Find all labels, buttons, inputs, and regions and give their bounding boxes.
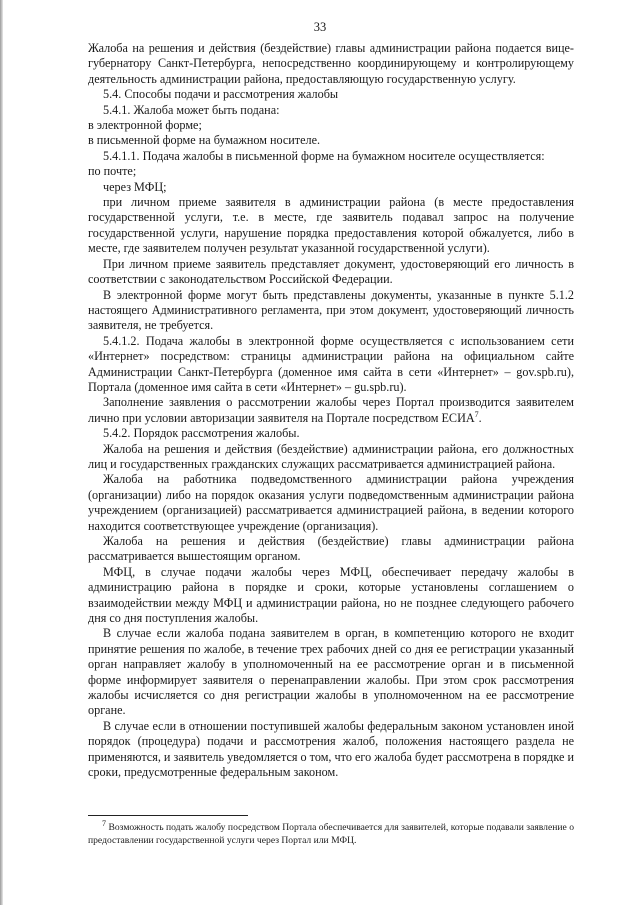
paragraph-subordinate: Жалоба на работника подведомственного администрации района учреждения (организации) либо на порядок оказания услуги подведомственным администрации района учреждением (организацией) рассматривается администрацией района, в ведении которого находится соответствующее учреждение (организация). bbox=[88, 472, 574, 533]
footnote-divider bbox=[88, 815, 248, 816]
list-item-post: по почте; bbox=[88, 164, 137, 179]
list-item-electronic: в электронной форме; bbox=[88, 118, 202, 133]
paragraph-complaint-head: Жалоба на решения и действия (бездействие) главы администрации района подается вице-губернатору Санкт-Петербурга, непосредственно координирующему и контролирующему деятельность администрации района, предоставляющую государственную услугу. bbox=[88, 41, 574, 86]
footnote-text: Возможность подать жалобу посредством Портала обеспечивается для заявителей, которые подавали заявление о предоставлении государственной услуги через Портал или МФЦ. bbox=[88, 822, 574, 846]
section-heading-5-4: 5.4. Способы подачи и рассмотрения жалобы bbox=[103, 87, 339, 102]
document-body bbox=[88, 41, 574, 781]
paragraph-portal-text: Заполнение заявления о рассмотрении жалобы через Портал производится заявителем лично при условии авторизации заявителя на Портале посредством ЕСИА bbox=[88, 395, 574, 425]
paragraph-electronic-docs: В электронной форме могут быть представлены документы, указанные в пункте 5.1.2 настоящего Административного регламента, при этом документ, удостоверяющий личность заявителя, не требуется. bbox=[88, 287, 574, 333]
paragraph-head-of-admin: Жалоба на решения и действия (бездействие) главы администрации района рассматривается вышестоящим органом. bbox=[88, 534, 574, 564]
paragraph-wrong-authority: В случае если жалоба подана заявителем в орган, в компетенцию которого не входит принятие решения по жалобе, в течение трех рабочих дней со дня ее регистрации указанный орган направляет жалобу в уполномоченный на ее рассмотрение орган и в письменной форме информирует заявителя о перенаправлении жалобы. При этом срок рассмотрения жалобы исчисляется со дня регистрации жалобы в уполномоченном на ее рассмотрение органе. bbox=[88, 626, 574, 718]
paragraph-5-4-1-1: 5.4.1.1. Подача жалобы в письменной форме на бумажном носителе осуществляется: bbox=[103, 148, 545, 163]
section-heading-5-4-2: 5.4.2. Порядок рассмотрения жалобы. bbox=[103, 426, 300, 441]
page-number: 33 bbox=[313, 20, 327, 34]
paragraph-portal: Заполнение заявления о рассмотрении жалобы через Портал производится заявителем лично при условии авторизации заявителя на Портале посредством ЕСИА$^7$. bbox=[88, 395, 574, 425]
scan-edge bbox=[0, 0, 3, 905]
paragraph-5-4-1-2: 5.4.1.2. Подача жалобы в электронной форме осуществляется с использованием сети «Интернет» посредством: страницы администрации района на официальном сайте Администрации Санкт-Петербурга (доменное имя сайта в сети «Интернет» – gov.spb.ru), Портала (доменное имя сайта в сети «Интернет» – gu.spb.ru). bbox=[88, 333, 574, 394]
paragraph-identity: При личном приеме заявитель представляет документ, удостоверяющий его личность в соответствии с законодательством Российской Федерации. bbox=[88, 256, 574, 287]
paragraph-district-officials: Жалоба на решения и действия (бездействие) администрации района, его должностных лиц и государственных гражданских служащих рассматривается администрацией района. bbox=[88, 441, 574, 471]
list-item-paper: в письменной форме на бумажном носителе. bbox=[88, 133, 321, 148]
list-item-personal: при личном приеме заявителя в администрации района (в месте предоставления государственной услуги, т.е. в месте, где заявитель подавал запрос на получение государственной услуги, нарушение порядка предоставления которой обжалуется, либо в месте, где заявителем получен результат указанной государственной услуги). bbox=[88, 195, 574, 256]
paragraph-mfc-transfer: МФЦ, в случае подачи жалобы через МФЦ, обеспечивает передачу жалобы в администрацию района в порядке и сроки, которые установлены соглашением о взаимодействии между МФЦ и администрации района, но не позднее следующего рабочего дня со дня поступления жалобы. bbox=[88, 564, 574, 626]
footnote bbox=[88, 818, 574, 848]
paragraph-federal-law: В случае если в отношении поступившей жалобы федеральным законом установлен иной порядок (процедура) подачи и рассмотрения жалоб, положения настоящего раздела не применяются, и заявитель уведомляется о том, что его жалоба будет рассмотрена в порядке и сроки, предусмотренные федеральным законом. bbox=[88, 718, 574, 780]
paragraph-5-4-1: 5.4.1. Жалоба может быть подана: bbox=[103, 102, 280, 117]
list-item-mfc: через МФЦ; bbox=[103, 179, 167, 194]
footnote-marker: 7 bbox=[102, 818, 106, 828]
footnote-reference: 7 bbox=[474, 409, 479, 419]
